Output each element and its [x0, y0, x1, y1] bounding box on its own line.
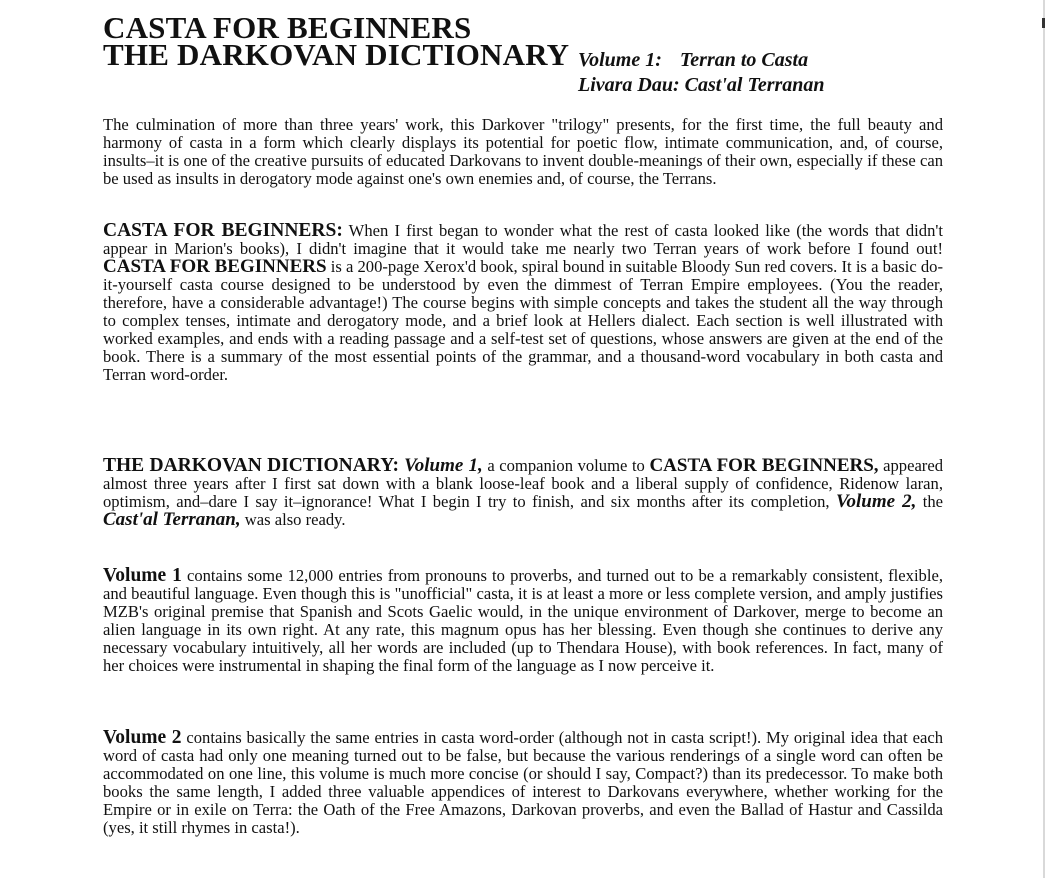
volume-2-paragraph [103, 729, 943, 837]
casta-text-b: is a 200-page Xerox'd book, spiral bound in suitable Bloody Sun red covers. It is a basic do-it-yourself casta course designed to be understood by even the dimmest of Terran Empire employees. (You the reader, therefore, have a considerable advantage!) The course begins with simple concepts and takes the student all the way through to complex tenses, intimate and derogatory mode, and a brief look at Hellers dialect. Each section is well illustrated with worked examples, and ends with a reading passage and a self-test set of questions, whose answers are given at the end of the book. There is a summary of the most essential points of the grammar, and a thousand-word vocabulary in both casta and Terran word-order. [103, 257, 944, 385]
darkovan-dictionary-paragraph [103, 457, 943, 529]
casta-for-beginners-paragraph [103, 222, 943, 384]
casta-text-a: When I first began to wonder what the rest of casta looked like (the words that didn't appear in Marion's books), I didn't imagine that it would take me nearly two Terran years of work before I found out! [103, 221, 943, 259]
volume-2-label: Livara Dau: [578, 74, 680, 96]
darkovan-dictionary-heading: THE DARKOVAN DICTIONARY: [103, 455, 399, 476]
casta-for-beginners-heading: CASTA FOR BEGINNERS: [103, 220, 343, 241]
volume-1-text: contains some 12,000 entries from pronouns to proverbs, and turned out to be a remarkably consistent, flexible, and beautiful language. Even though this is "unofficial" casta, it is at least a more or less complete version, and amply justifies MZB's original premise that Spanish and Scots Gaelic would, in the unique environment of Darkover, merge to become an alien language in its own right. At any rate, this magnum opus has her blessing. Even though she continues to derive any necessary vocabulary intuitively, all her words are included (up to Thendara House), with book references. In fact, many of her choices were instrumental in shaping the final form of the language as I now perceive it. [103, 566, 943, 676]
volume-2-line [578, 73, 825, 97]
volume-1-line [578, 48, 808, 72]
title-darkovan-dictionary: THE DARKOVAN DICTIONARY [103, 37, 570, 72]
dict-ital-c: Cast'al Terranan, [103, 509, 241, 531]
dict-text-a: a companion volume to [482, 456, 650, 475]
page-edge-divider [1043, 0, 1045, 878]
volume-2-range: Cast'al Terranan [684, 74, 825, 96]
intro-text: The culmination of more than three years' work, this Darkover "trilogy" presents, for the first time, the full beauty and harmony of casta in a form which clearly displays its potential for poetic flow, intimate communication, and, of course, insults–it is one of the creative pursuits of educated Darkovans to invent double-meanings of their own, especially if these can be used as insults in derogatory mode against one's own enemies and, of course, the Terrans. [103, 115, 943, 189]
volume-1-heading: Volume 1 [103, 565, 182, 586]
dict-text-d: was also ready. [240, 510, 346, 530]
dict-ital-b: Volume 2, [835, 491, 917, 513]
dict-bold-a: CASTA FOR BEGINNERS, [649, 455, 879, 476]
intro-paragraph [103, 116, 943, 188]
casta-bold-mid: CASTA FOR BEGINNERS [103, 256, 327, 278]
title-casta-for-beginners: CASTA FOR BEGINNERS [103, 10, 472, 45]
volume-1-label: Volume 1: [578, 49, 662, 71]
volume-2-text: contains basically the same entries in casta word-order (although not in casta script!). My original idea that each word of casta had only one meaning turned out to be false, but because the various renderings of a single word can often be accommodated on one line, this volume is much more concise (or should I say, Compact?) than its predecessor. To make both books the same length, I added three valuable appendices of interest to Darkovans everywhere, whether working for the Empire or in exile on Terra: the Oath of the Free Amazons, Darkovan proverbs, and even the Ballad of Hastur and Cassilda (yes, it still rhymes in casta!). [103, 728, 943, 838]
volume-2-heading: Volume 2 [103, 727, 182, 748]
volume-1-paragraph [103, 567, 943, 675]
dict-text-b: appeared almost three years after I first sat down with a blank loose-leaf book and a liberal supply of confidence, Ridenow laran, optimism, and–dare I say it–ignorance! What I begin I try to finish, and six months after its completion, [103, 456, 943, 512]
dict-text-c: the [916, 492, 944, 512]
dict-ital-a: Volume 1, [398, 455, 483, 476]
volume-1-range: Terran to Casta [679, 49, 809, 71]
